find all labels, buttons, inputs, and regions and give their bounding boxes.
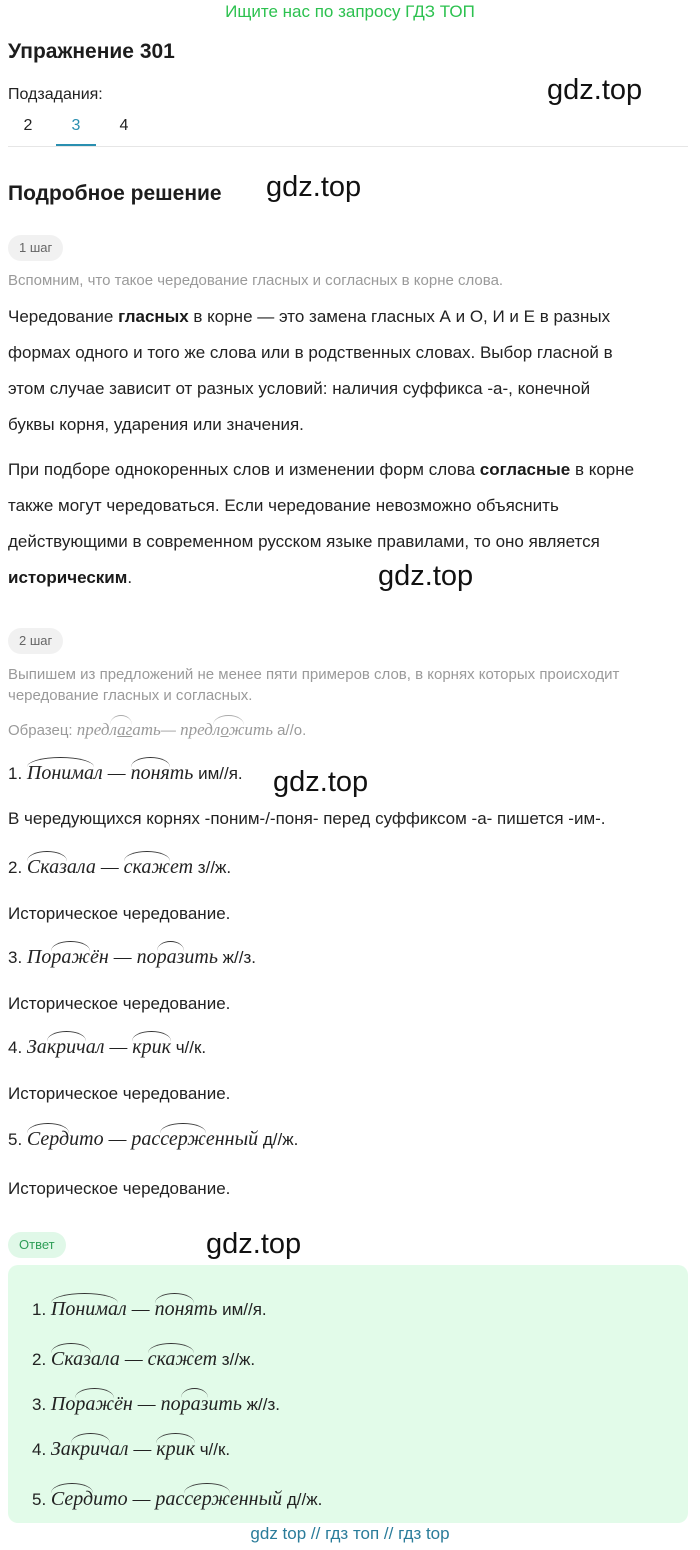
paragraph-line: действующими в современном русском языке правилами, то оно является bbox=[8, 532, 600, 551]
active-tab-indicator bbox=[56, 144, 96, 146]
example-note: Историческое чередование. bbox=[8, 1084, 231, 1103]
paragraph-line: этом случае зависит от разных условий: наличия суффикса -а-, конечной bbox=[8, 379, 591, 398]
answer-line: 2. Сказала — скажет з//ж. bbox=[32, 1348, 256, 1370]
answer-line: 3. Поражён — поразить ж//з. bbox=[32, 1393, 280, 1415]
step-hint: Вспомним, что такое чередование гласных и согласных в корне слова. bbox=[8, 272, 504, 289]
subtask-tab-3[interactable]: 3 bbox=[71, 117, 81, 134]
example-note: Историческое чередование. bbox=[8, 994, 231, 1013]
answer-line: 1. Понимал — понять им//я. bbox=[32, 1298, 267, 1320]
example-note: В чередующихся корнях -поним-/-поня- перед суффиксом -а- пишется -им-. bbox=[8, 809, 606, 828]
example-line: 4. Закричал — крик ч//к. bbox=[8, 1036, 207, 1058]
paragraph-line: также могут чередоваться. Если чередование невозможно объяснить bbox=[8, 496, 559, 515]
example-line: 2. Сказала — скажет з//ж. bbox=[8, 856, 232, 878]
paragraph-line: буквы корня, ударения или значения. bbox=[8, 415, 304, 434]
top-banner[interactable]: Ищите нас по запросу ГДЗ ТОП bbox=[225, 2, 475, 21]
watermark: gdz.top bbox=[206, 1228, 302, 1260]
paragraph-line: Чередование гласных в корне — это замена гласных А и О, И и Е в разных bbox=[8, 307, 611, 326]
example-line: 3. Поражён — поразить ж//з. bbox=[8, 946, 256, 968]
paragraph-line: При подборе однокоренных слов и изменении форм слова согласные в корне bbox=[8, 460, 635, 479]
subtask-tab-4[interactable]: 4 bbox=[119, 117, 129, 134]
page-title: Упражнение 301 bbox=[8, 40, 175, 63]
watermark: gdz.top bbox=[378, 560, 474, 592]
step-hint: Выпишем из предложений не менее пяти примеров слов, в корнях которых происходит bbox=[8, 666, 620, 683]
answer-line: 4. Закричал — крик ч//к. bbox=[32, 1438, 231, 1460]
example-note: Историческое чередование. bbox=[8, 904, 231, 923]
example-line: 1. Понимал — понять им//я. bbox=[8, 762, 243, 784]
bottom-banner[interactable]: gdz top // гдз топ // гдз top bbox=[250, 1524, 450, 1543]
step-badge: 1 шаг bbox=[8, 235, 63, 261]
paragraph-line: формах одного и того же слова или в родственных словах. Выбор гласной в bbox=[8, 343, 613, 362]
sample-example: Образец: предлагать— предложить а//о. bbox=[8, 720, 307, 739]
step-badge: 2 шаг bbox=[8, 628, 63, 654]
subtasks-label: Подзадания: bbox=[8, 86, 103, 103]
paragraph-line: историческим. bbox=[8, 568, 133, 587]
watermark: gdz.top bbox=[273, 766, 369, 798]
solution-heading: Подробное решение bbox=[8, 182, 222, 205]
example-line: 5. Сердито — рассерженный д//ж. bbox=[8, 1128, 299, 1150]
watermark: gdz.top bbox=[547, 74, 643, 106]
sample-label: Образец: bbox=[8, 722, 77, 739]
tabs-divider bbox=[8, 146, 688, 147]
answer-line: 5. Сердито — рассерженный д//ж. bbox=[32, 1488, 323, 1510]
example-note: Историческое чередование. bbox=[8, 1179, 231, 1198]
subtask-tab-2[interactable]: 2 bbox=[23, 117, 33, 134]
step-hint: чередование гласных и согласных. bbox=[8, 687, 253, 704]
watermark: gdz.top bbox=[266, 171, 362, 203]
answer-badge: Ответ bbox=[8, 1232, 66, 1258]
